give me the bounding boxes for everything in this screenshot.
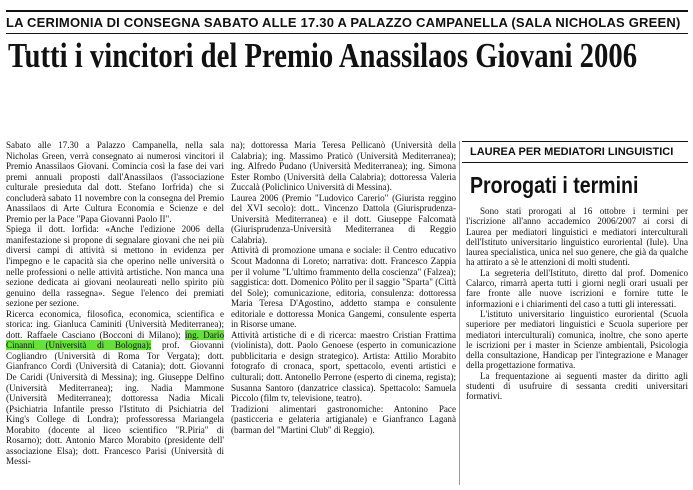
paragraph-promozione: Attività di promozione umana e sociale: il Centro educativo Scout Madonna di Loreto; narrativa: dott. Francesco Zappia per il volume "L'ultimo frammento della coscienza" (Falzea); saggistica: dott. Domenico Pòlito per il saggio "Sparta" (Città del Sole); comunicazione, editoria, consulenza: dottoressa Maria Teresa D'Agostino, addetto stampa e consulente editoriale e dottoressa Monica Gangemi, consulente esperta in Risorse umane.: [231, 245, 456, 330]
article-kicker: [6, 10, 688, 34]
sidebar-kicker: [462, 141, 688, 163]
sidebar-paragraph-3: L'istituto universitario linguistico euroriental (Scuola superiore per mediatori linguistici e Scuola superiore per mediatori interculturali) comunica, inoltre, che sono aperte le iscrizioni per i master in Scienze ambientali, Psicologia della consultazione, Handicap per l'integrazione e Manager della progettazione formativa.: [466, 308, 688, 371]
sidebar-headline: Prorogati i termini: [470, 172, 639, 198]
paragraph-intro: Sabato alle 17.30 a Palazzo Campanella, nella sala Nicholas Green, verrà consegnato ai numerosi vincitori il Premio Anassilaos Giovani. Comincia così la fase dei vari premi annuali proposti dall'Anassilaos (l'associazione culturale presieduta dal dott. Stefano Iorfrida) che si concluderà sabato 11 novembre con la consegna del Premio Anassilaos di Arte Cultura Economia e Scienze e del Premio per la Pace "Papa Giovanni Paolo II".: [6, 140, 224, 224]
highlighted-name: ing. Dario Cinanni (Università di Bologna);: [6, 329, 224, 351]
paragraph-research-cont: na); dottoressa Maria Teresa Pellicanò (Università della Calabria); ing. Massimo Praticò (Università Mediterranea); ing. Alfredo Pudano (Università Mediterranea); ing. Simona Ester Rombo (Università della Calabria); dottoressa Valeria Zuccalà (Policlinico Università di Messina).: [231, 140, 456, 193]
sidebar-paragraph-4: La frequentazione ai seguenti master da diritto agli studenti di usufruire di sessanta crediti universitari formativi.: [466, 370, 688, 402]
paragraph-artistiche: Attività artistiche di e di ricerca: maestro Cristian Frattima (violinista), dott. Paolo Genoese (esperto in comunicazione pubblicitaria e design strategico). Artista: Attilio Morabito fotografo di cronaca, sport, spettacolo, eventi artistici e culturali; dott. Antonello Perrone (esperto di cinema, regista); Susanna Santoro (danzatrice classica). Spettacolo: Samuela Piccolo (film tv, televisione, teatro).: [231, 329, 456, 404]
research-winners-text-a: Ricerca economica, filosofica, economica, scientifica e storica: ing. Gianluca Caminiti (Università Mediterranea); dott. Raffaele Casciano (Bocconi di Milano);: [6, 308, 224, 340]
research-winners-text-b: prof. Giovanni Cogliandro (Università di Roma Tor Vergata); dott. Gianfranco Cordì (Università di Catania); dott. Giovanni De Caridi (Università di Messina); ing. Giuseppe Delfino (Università Mediterranea); ing. Nadia Mammone (Università Mediterranea); dottoressa Nadia Micali (Psichiatria Infantile presso l'Istituto di Psichiatria del King's College di Londra); professoressa Mariangela Morabito (docente al liceo scientifico "R.Piria" di Rosarno); dott. Antonio Marco Morabito (presidente dell' associazione Elsa); dott. Francesco Parisi (Università di Messi-: [6, 340, 224, 467]
article-headline: Tutti i vincitori del Premio Anassilaos Giovani 2006: [8, 36, 638, 75]
paragraph-quote: Spiega il dott. Iorfida: «Anche l'edizione 2006 della manifestazione si propone di segnalare giovani che nei più diversi campi di attività si mettono in evidenza per l'impegno e le capacità sia che operino nelle università o nelle professioni o nelle attività artistiche. Non manca una sezione dedicata ai giovani neolaureati nello spirito più genuino della rassegna». Segue l'elenco dei premiati sezione per sezione.: [6, 224, 224, 309]
sidebar-column: [466, 206, 688, 402]
column-divider: [459, 141, 460, 485]
kicker-text: LA CERIMONIA DI CONSEGNA SABATO ALLE 17.30 A PALAZZO CAMPANELLA (SALA NICHOLAS GREEN): [6, 15, 681, 30]
paragraph-research-winners: [6, 309, 224, 467]
sidebar-paragraph-2: La segreteria dell'Istituto, diretto dal prof. Domenico Calarco, rimarrà aperta tutti i giorni negli orari usuali per fare fronte alle nuove iscrizioni e fornire tutte le informazioni e i chiarimenti del caso a tutti gli interessati.: [466, 267, 688, 309]
sidebar-paragraph-1: Sono stati prorogati al 16 ottobre i termini per l'iscrizione all'anno accademico 2006/2007 ai corsi di Laurea per mediatori linguistici e mediatori interculturali dell'Istituto universitario linguistico euroriental (Iule). Una laurea specialistica, unica nel suo genere, che già da qualche ha attirato a sè le attenzioni di molti studenti.: [466, 206, 688, 268]
article-column-1: [6, 140, 224, 467]
paragraph-laurea-2006: Laurea 2006 (Premio "Ludovico Carerio" (Giurista reggino del XVI secolo): dott.. Vincenzo Dattola (Giurisprudenza-Università Mediterranea) e il dott. Giuseppe Falcomatà (Giurisprudenza-Università Mediterranea di Reggio Calabria).: [231, 192, 456, 245]
paragraph-gastronomia: Tradizioni alimentari gastronomiche: Antonino Pace (pasticceria e gelateria artigianale) e Gianfranco Laganà (barman del "Martini Club" di Reggio).: [231, 403, 456, 435]
article-column-2: [231, 140, 456, 435]
sidebar-kicker-text: LAUREA PER MEDIATORI LINGUISTICI: [470, 146, 674, 158]
